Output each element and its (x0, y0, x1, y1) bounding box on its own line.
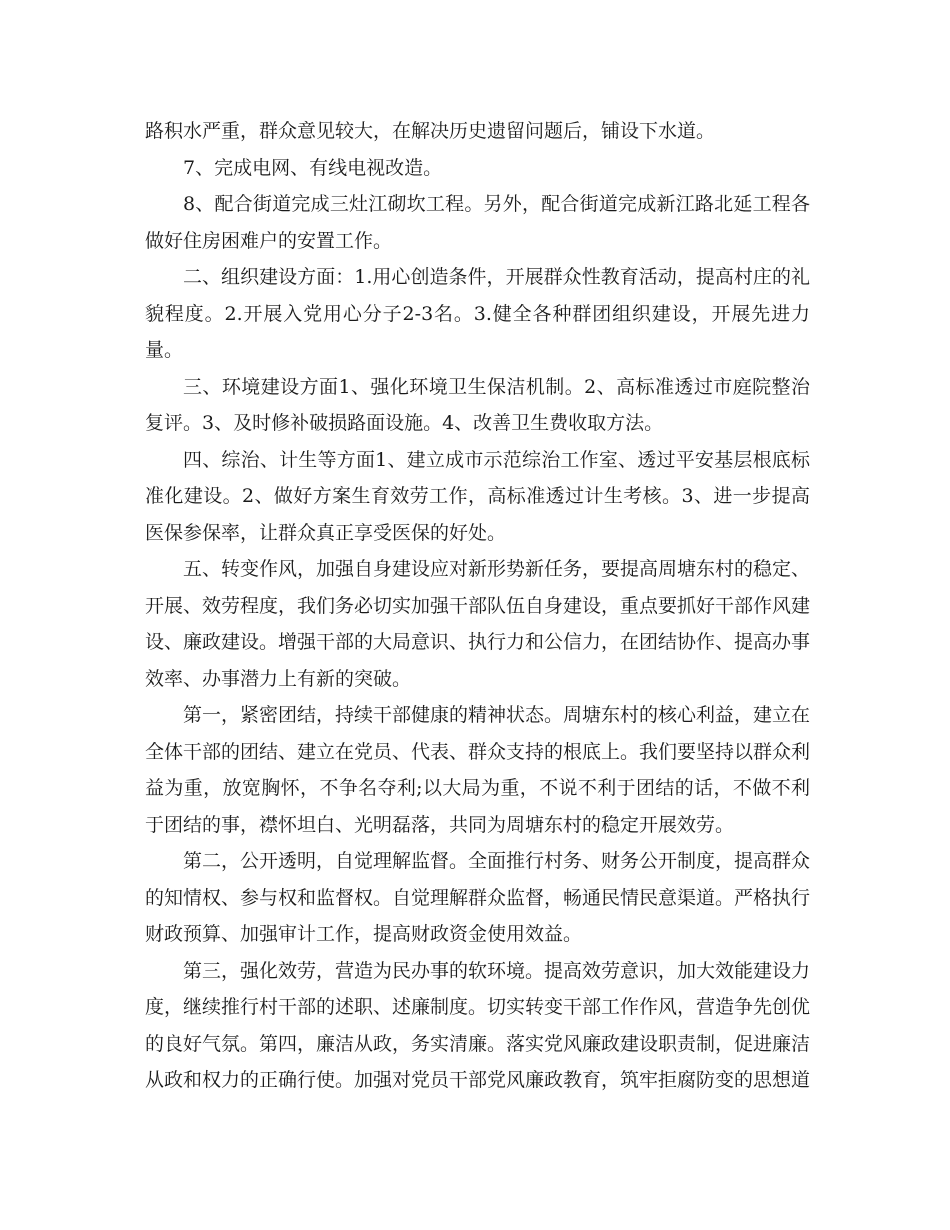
paragraph-first: 第一，紧密团结，持续干部健康的精神状态。周塘东村的核心利益，建立在全体干部的团结、建立在党员、代表、群众支持的根底上。我们要坚持以群众利益为重，放宽胸怀，不争名夺利;以大局为重，不说不利于团结的话，不做不利于团结的事，襟怀坦白、光明磊落，共同为周塘东村的稳定开展效劳。 (145, 704, 811, 836)
paragraph-continuation: 路积水严重，群众意见较大，在解决历史遗留问题后，铺设下水道。 (145, 120, 716, 142)
paragraph-organization: 二、组织建设方面：1.用心创造条件，开展群众性教育活动，提高村庄的礼貌程度。2.开展入党用心分子2-3名。3.健全各种群团组织建设，开展先进力量。 (145, 266, 810, 361)
paragraph-item-7: 7、完成电网、有线电视改造。 (183, 156, 443, 179)
document-body (145, 113, 810, 1099)
paragraph-work-style: 五、转变作风，加强自身建设应对新形势新任务，要提高周塘东村的稳定、开展、效劳程度，我们务必切实加强干部队伍自身建设，重点要抓好干部作风建设、廉政建设。增强干部的大局意识、执行力和公信力，在团结协作、提高办事效率、办事潜力上有新的突破。 (145, 558, 811, 690)
paragraph-public-order: 四、综治、计生等方面1、建立成市示范综治工作室、透过平安基层根底标准化建设。2、做好方案生育效劳工作，高标准透过计生考核。3、进一步提高医保参保率，让群众真正享受医保的好处。 (145, 448, 810, 544)
paragraph-item-8: 8、配合街道完成三灶江砌坎工程。另外，配合街道完成新江路北延工程各做好住房困难户的安置工作。 (145, 193, 810, 252)
paragraph-environment: 三、环境建设方面1、强化环境卫生保洁机制。2、高标准透过市庭院整治复评。3、及时修补破损路面设施。4、改善卫生费收取方法。 (145, 375, 810, 434)
paragraph-second: 第二，公开透明，自觉理解监督。全面推行村务、财务公开制度，提高群众的知情权、参与权和监督权。自觉理解群众监督，畅通民情民意渠道。严格执行财政预算、加强审计工作，提高财政资金使用效益。 (145, 850, 811, 945)
paragraph-third: 第三，强化效劳，营造为民办事的软环境。提高效劳意识，加大效能建设力度，继续推行村干部的述职、述廉制度。切实转变干部工作作风，营造争先创优的良好气氛。第四，廉洁从政，务实清廉。落实党风廉政建设职责制，促进廉洁从政和权力的正确行使。加强对党员干部党风廉政教育，筑牢拒腐防变的思想道 (145, 959, 811, 1091)
